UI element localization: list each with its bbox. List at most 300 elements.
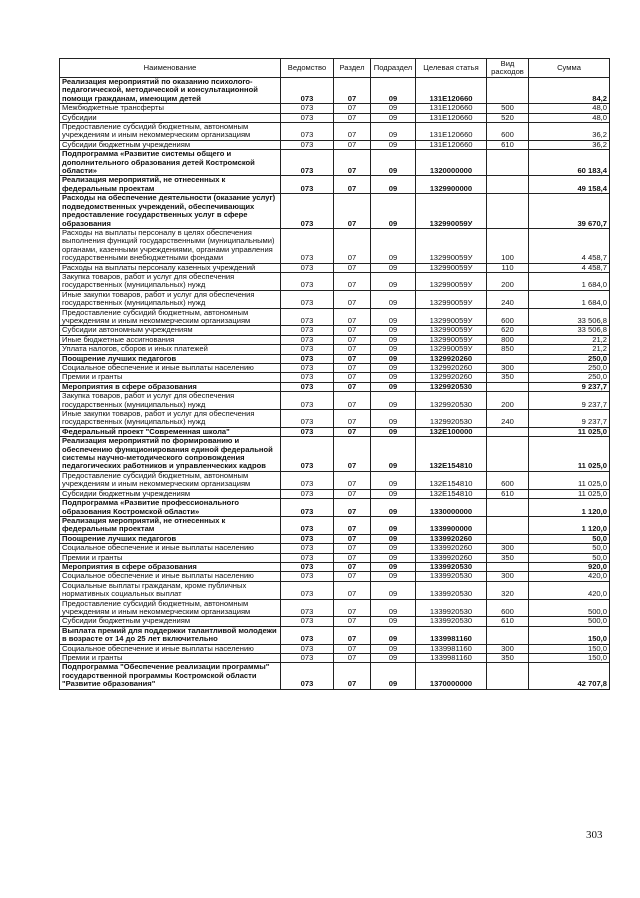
- cell-tselevaya-statya: 132990059У: [416, 335, 487, 344]
- cell-summa: 33 506,8: [529, 308, 610, 326]
- cell-razdel: 07: [334, 410, 371, 428]
- cell-summa: 420,0: [529, 581, 610, 599]
- table-row: [60, 345, 610, 354]
- cell-tselevaya-statya: 132990059У: [416, 345, 487, 354]
- cell-razdel: 07: [334, 553, 371, 562]
- cell-vedomstvo: 073: [281, 489, 334, 498]
- cell-vid-raskhodov: [487, 562, 529, 571]
- cell-vid-raskhodov: 110: [487, 263, 529, 272]
- cell-podrazdel: 09: [371, 626, 416, 644]
- cell-podrazdel: 09: [371, 599, 416, 617]
- cell-vedomstvo: 073: [281, 373, 334, 382]
- table-row: [60, 471, 610, 489]
- cell-name: Премии и гранты: [60, 553, 281, 562]
- cell-podrazdel: 09: [371, 562, 416, 571]
- cell-name: Иные закупки товаров, работ и услуг для обеспечения государственных (муниципальных) нужд: [60, 290, 281, 308]
- table-row: [60, 272, 610, 290]
- cell-podrazdel: 09: [371, 228, 416, 263]
- cell-summa: 420,0: [529, 572, 610, 581]
- cell-name: Подпрограмма «Развитие системы общего и дополнительного образования детей Костромской области»: [60, 150, 281, 176]
- cell-vid-raskhodov: 600: [487, 599, 529, 617]
- cell-razdel: 07: [334, 373, 371, 382]
- cell-razdel: 07: [334, 544, 371, 553]
- cell-name: Социальные выплаты гражданам, кроме публичных нормативных социальных выплат: [60, 581, 281, 599]
- cell-podrazdel: 09: [371, 663, 416, 689]
- table-row: [60, 290, 610, 308]
- cell-vid-raskhodov: [487, 499, 529, 517]
- cell-podrazdel: 09: [371, 410, 416, 428]
- cell-tselevaya-statya: 1329920530: [416, 382, 487, 391]
- cell-tselevaya-statya: 1339900000: [416, 516, 487, 534]
- cell-razdel: 07: [334, 345, 371, 354]
- cell-podrazdel: 09: [371, 345, 416, 354]
- cell-vedomstvo: 073: [281, 644, 334, 653]
- cell-vedomstvo: 073: [281, 308, 334, 326]
- cell-vid-raskhodov: 850: [487, 345, 529, 354]
- cell-name: Реализация мероприятий, не отнесенных к федеральным проектам: [60, 516, 281, 534]
- cell-vid-raskhodov: [487, 78, 529, 104]
- cell-name: Реализация мероприятий по формированию и обеспечению функционирования единой федеральной системы научно-методического сопровождения педагогических работников и управленческих кадров: [60, 437, 281, 472]
- table-row: [60, 516, 610, 534]
- cell-razdel: 07: [334, 104, 371, 113]
- cell-tselevaya-statya: 1339920260: [416, 534, 487, 543]
- cell-podrazdel: 09: [371, 194, 416, 229]
- cell-vid-raskhodov: [487, 516, 529, 534]
- cell-vid-raskhodov: [487, 194, 529, 229]
- cell-razdel: 07: [334, 644, 371, 653]
- header-naimenovanie: Наименование: [60, 59, 281, 78]
- table-row: [60, 553, 610, 562]
- cell-podrazdel: 09: [371, 272, 416, 290]
- cell-summa: 36,2: [529, 140, 610, 149]
- cell-name: Уплата налогов, сборов и иных платежей: [60, 345, 281, 354]
- cell-tselevaya-statya: 132E100000: [416, 427, 487, 436]
- cell-vedomstvo: 073: [281, 544, 334, 553]
- table-row: [60, 194, 610, 229]
- cell-razdel: 07: [334, 364, 371, 373]
- cell-razdel: 07: [334, 427, 371, 436]
- cell-tselevaya-statya: 132E154810: [416, 437, 487, 472]
- cell-vid-raskhodov: 350: [487, 373, 529, 382]
- cell-summa: 250,0: [529, 373, 610, 382]
- cell-summa: 500,0: [529, 617, 610, 626]
- cell-summa: 39 670,7: [529, 194, 610, 229]
- table-row: [60, 373, 610, 382]
- cell-podrazdel: 09: [371, 123, 416, 141]
- cell-podrazdel: 09: [371, 544, 416, 553]
- cell-summa: 11 025,0: [529, 471, 610, 489]
- cell-vid-raskhodov: 620: [487, 326, 529, 335]
- cell-razdel: 07: [334, 194, 371, 229]
- cell-vid-raskhodov: 500: [487, 104, 529, 113]
- table-row: [60, 599, 610, 617]
- cell-razdel: 07: [334, 308, 371, 326]
- cell-name: Премии и гранты: [60, 373, 281, 382]
- cell-summa: 42 707,8: [529, 663, 610, 689]
- cell-razdel: 07: [334, 263, 371, 272]
- table-row: [60, 626, 610, 644]
- cell-tselevaya-statya: 1329920260: [416, 373, 487, 382]
- cell-tselevaya-statya: 131E120660: [416, 113, 487, 122]
- cell-summa: 11 025,0: [529, 437, 610, 472]
- cell-summa: 11 025,0: [529, 427, 610, 436]
- cell-summa: 11 025,0: [529, 489, 610, 498]
- table-header-row: [60, 59, 610, 78]
- table-row: [60, 427, 610, 436]
- cell-vid-raskhodov: [487, 150, 529, 176]
- cell-podrazdel: 09: [371, 437, 416, 472]
- cell-razdel: 07: [334, 290, 371, 308]
- cell-vedomstvo: 073: [281, 326, 334, 335]
- cell-vid-raskhodov: 350: [487, 654, 529, 663]
- cell-vid-raskhodov: 240: [487, 410, 529, 428]
- table-row: [60, 499, 610, 517]
- cell-tselevaya-statya: 1339981160: [416, 654, 487, 663]
- cell-podrazdel: 09: [371, 176, 416, 194]
- cell-razdel: 07: [334, 654, 371, 663]
- table-row: [60, 354, 610, 363]
- table-row: [60, 562, 610, 571]
- cell-vid-raskhodov: 350: [487, 553, 529, 562]
- cell-vid-raskhodov: [487, 663, 529, 689]
- cell-summa: 49 158,4: [529, 176, 610, 194]
- cell-summa: 1 684,0: [529, 290, 610, 308]
- cell-name: Мероприятия в сфере образования: [60, 382, 281, 391]
- cell-summa: 1 120,0: [529, 499, 610, 517]
- cell-vedomstvo: 073: [281, 78, 334, 104]
- cell-razdel: 07: [334, 471, 371, 489]
- cell-name: Субсидии бюджетным учреждениям: [60, 489, 281, 498]
- cell-vedomstvo: 073: [281, 572, 334, 581]
- cell-podrazdel: 09: [371, 471, 416, 489]
- cell-summa: 48,0: [529, 113, 610, 122]
- cell-name: Реализация мероприятий по оказанию психолого-педагогической, методической и консультационной помощи гражданам, имеющим детей: [60, 78, 281, 104]
- table-row: [60, 308, 610, 326]
- cell-name: Предоставление субсидий бюджетным, автономным учреждениям и иным некоммерческим организациям: [60, 308, 281, 326]
- cell-razdel: 07: [334, 78, 371, 104]
- cell-podrazdel: 09: [371, 140, 416, 149]
- cell-summa: 50,0: [529, 544, 610, 553]
- cell-vid-raskhodov: [487, 534, 529, 543]
- cell-vedomstvo: 073: [281, 562, 334, 571]
- cell-razdel: 07: [334, 140, 371, 149]
- cell-tselevaya-statya: 132E154810: [416, 471, 487, 489]
- cell-vedomstvo: 073: [281, 437, 334, 472]
- cell-vid-raskhodov: 800: [487, 335, 529, 344]
- cell-summa: 21,2: [529, 345, 610, 354]
- table-row: [60, 176, 610, 194]
- cell-podrazdel: 09: [371, 581, 416, 599]
- table-row: [60, 392, 610, 410]
- cell-razdel: 07: [334, 150, 371, 176]
- cell-podrazdel: 09: [371, 373, 416, 382]
- cell-tselevaya-statya: 1339981160: [416, 644, 487, 653]
- cell-tselevaya-statya: 131E120660: [416, 78, 487, 104]
- cell-podrazdel: 09: [371, 78, 416, 104]
- table-row: [60, 78, 610, 104]
- cell-podrazdel: 09: [371, 654, 416, 663]
- cell-name: Субсидии бюджетным учреждениям: [60, 617, 281, 626]
- cell-name: Предоставление субсидий бюджетным, автономным учреждениям и иным некоммерческим организациям: [60, 599, 281, 617]
- cell-tselevaya-statya: 132990059У: [416, 228, 487, 263]
- cell-vedomstvo: 073: [281, 499, 334, 517]
- cell-name: Расходы на выплаты персоналу казенных учреждений: [60, 263, 281, 272]
- cell-summa: 36,2: [529, 123, 610, 141]
- cell-name: Поощрение лучших педагогов: [60, 534, 281, 543]
- cell-tselevaya-statya: 1329920260: [416, 364, 487, 373]
- cell-razdel: 07: [334, 562, 371, 571]
- cell-summa: 4 458,7: [529, 228, 610, 263]
- cell-tselevaya-statya: 1370000000: [416, 663, 487, 689]
- cell-podrazdel: 09: [371, 104, 416, 113]
- cell-vedomstvo: 073: [281, 104, 334, 113]
- cell-vid-raskhodov: [487, 626, 529, 644]
- cell-tselevaya-statya: 1339920530: [416, 581, 487, 599]
- cell-vid-raskhodov: 520: [487, 113, 529, 122]
- cell-vid-raskhodov: 200: [487, 392, 529, 410]
- cell-name: Премии и гранты: [60, 654, 281, 663]
- cell-vid-raskhodov: 320: [487, 581, 529, 599]
- cell-name: Межбюджетные трансферты: [60, 104, 281, 113]
- cell-tselevaya-statya: 1339920530: [416, 599, 487, 617]
- cell-tselevaya-statya: 132990059У: [416, 290, 487, 308]
- cell-podrazdel: 09: [371, 392, 416, 410]
- cell-tselevaya-statya: 1329920530: [416, 410, 487, 428]
- header-summa: Сумма: [529, 59, 610, 78]
- cell-name: Предоставление субсидий бюджетным, автономным учреждениям и иным некоммерческим организациям: [60, 123, 281, 141]
- cell-tselevaya-statya: 132990059У: [416, 272, 487, 290]
- cell-razdel: 07: [334, 499, 371, 517]
- cell-razdel: 07: [334, 437, 371, 472]
- cell-summa: 50,0: [529, 534, 610, 543]
- cell-razdel: 07: [334, 617, 371, 626]
- cell-summa: 50,0: [529, 553, 610, 562]
- cell-tselevaya-statya: 1339920260: [416, 553, 487, 562]
- cell-summa: 60 183,4: [529, 150, 610, 176]
- cell-tselevaya-statya: 1329920260: [416, 354, 487, 363]
- cell-podrazdel: 09: [371, 308, 416, 326]
- cell-summa: 1 684,0: [529, 272, 610, 290]
- table-row: [60, 150, 610, 176]
- cell-summa: 920,0: [529, 562, 610, 571]
- cell-razdel: 07: [334, 392, 371, 410]
- cell-vedomstvo: 073: [281, 354, 334, 363]
- cell-name: Социальное обеспечение и иные выплаты населению: [60, 644, 281, 653]
- cell-tselevaya-statya: 1339920530: [416, 572, 487, 581]
- cell-podrazdel: 09: [371, 354, 416, 363]
- cell-razdel: 07: [334, 335, 371, 344]
- table-row: [60, 335, 610, 344]
- cell-vid-raskhodov: 300: [487, 364, 529, 373]
- cell-name: Социальное обеспечение и иные выплаты населению: [60, 364, 281, 373]
- cell-razdel: 07: [334, 272, 371, 290]
- header-vedomstvo: Ведомство: [281, 59, 334, 78]
- cell-summa: 21,2: [529, 335, 610, 344]
- cell-name: Федеральный проект "Современная школа": [60, 427, 281, 436]
- table-row: [60, 228, 610, 263]
- cell-vedomstvo: 073: [281, 140, 334, 149]
- cell-vedomstvo: 073: [281, 410, 334, 428]
- cell-summa: 4 458,7: [529, 263, 610, 272]
- cell-name: Закупка товаров, работ и услуг для обеспечения государственных (муниципальных) нужд: [60, 272, 281, 290]
- cell-vedomstvo: 073: [281, 599, 334, 617]
- cell-tselevaya-statya: 1329900000: [416, 176, 487, 194]
- cell-vedomstvo: 073: [281, 392, 334, 410]
- cell-tselevaya-statya: 131E120660: [416, 104, 487, 113]
- cell-vedomstvo: 073: [281, 534, 334, 543]
- cell-summa: 250,0: [529, 354, 610, 363]
- table-body: [60, 78, 610, 690]
- header-podrazdel: Подраздел: [371, 59, 416, 78]
- cell-tselevaya-statya: 1339920260: [416, 544, 487, 553]
- cell-tselevaya-statya: 1339981160: [416, 626, 487, 644]
- cell-podrazdel: 09: [371, 382, 416, 391]
- cell-summa: 1 120,0: [529, 516, 610, 534]
- cell-name: Мероприятия в сфере образования: [60, 562, 281, 571]
- cell-name: Реализация мероприятий, не отнесенных к федеральным проектам: [60, 176, 281, 194]
- cell-podrazdel: 09: [371, 150, 416, 176]
- cell-vedomstvo: 073: [281, 581, 334, 599]
- table-row: [60, 534, 610, 543]
- cell-podrazdel: 09: [371, 499, 416, 517]
- table-row: [60, 489, 610, 498]
- cell-name: Иные закупки товаров, работ и услуг для обеспечения государственных (муниципальных) нужд: [60, 410, 281, 428]
- cell-vedomstvo: 073: [281, 427, 334, 436]
- cell-name: Поощрение лучших педагогов: [60, 354, 281, 363]
- cell-vedomstvo: 073: [281, 290, 334, 308]
- cell-razdel: 07: [334, 599, 371, 617]
- cell-summa: 48,0: [529, 104, 610, 113]
- cell-vid-raskhodov: 300: [487, 644, 529, 653]
- cell-podrazdel: 09: [371, 534, 416, 543]
- cell-summa: 150,0: [529, 626, 610, 644]
- cell-summa: 150,0: [529, 644, 610, 653]
- cell-podrazdel: 09: [371, 113, 416, 122]
- cell-name: Закупка товаров, работ и услуг для обеспечения государственных (муниципальных) нужд: [60, 392, 281, 410]
- cell-tselevaya-statya: 132E154810: [416, 489, 487, 498]
- table-row: [60, 663, 610, 689]
- cell-vedomstvo: 073: [281, 345, 334, 354]
- cell-tselevaya-statya: 1339920530: [416, 562, 487, 571]
- cell-vid-raskhodov: 610: [487, 489, 529, 498]
- cell-tselevaya-statya: 131E120660: [416, 123, 487, 141]
- cell-razdel: 07: [334, 354, 371, 363]
- cell-vid-raskhodov: [487, 437, 529, 472]
- cell-podrazdel: 09: [371, 290, 416, 308]
- cell-name: Расходы на выплаты персоналу в целях обеспечения выполнения функций государственными (муниципальными) органами, казенными учреждениями, органами управления государственными внебюджетными фондами: [60, 228, 281, 263]
- cell-tselevaya-statya: 132990059У: [416, 263, 487, 272]
- cell-vid-raskhodov: 100: [487, 228, 529, 263]
- table-row: [60, 581, 610, 599]
- cell-summa: 500,0: [529, 599, 610, 617]
- table-row: [60, 410, 610, 428]
- cell-tselevaya-statya: 132990059У: [416, 326, 487, 335]
- cell-tselevaya-statya: 1330000000: [416, 499, 487, 517]
- cell-vedomstvo: 073: [281, 382, 334, 391]
- cell-podrazdel: 09: [371, 644, 416, 653]
- cell-tselevaya-statya: 132990059У: [416, 308, 487, 326]
- cell-razdel: 07: [334, 663, 371, 689]
- cell-razdel: 07: [334, 572, 371, 581]
- cell-vedomstvo: 073: [281, 335, 334, 344]
- cell-razdel: 07: [334, 581, 371, 599]
- cell-vid-raskhodov: [487, 176, 529, 194]
- cell-razdel: 07: [334, 626, 371, 644]
- cell-vid-raskhodov: 610: [487, 140, 529, 149]
- table-row: [60, 644, 610, 653]
- table-row: [60, 326, 610, 335]
- cell-name: Субсидии автономным учреждениям: [60, 326, 281, 335]
- cell-vedomstvo: 073: [281, 553, 334, 562]
- cell-name: Выплата премий для поддержки талантливой молодежи в возрасте от 14 до 25 лет включительно: [60, 626, 281, 644]
- cell-vid-raskhodov: 600: [487, 123, 529, 141]
- cell-podrazdel: 09: [371, 427, 416, 436]
- cell-podrazdel: 09: [371, 516, 416, 534]
- cell-vedomstvo: 073: [281, 364, 334, 373]
- cell-vedomstvo: 073: [281, 176, 334, 194]
- cell-vedomstvo: 073: [281, 150, 334, 176]
- table-row: [60, 123, 610, 141]
- cell-name: Иные бюджетные ассигнования: [60, 335, 281, 344]
- cell-vid-raskhodov: 610: [487, 617, 529, 626]
- cell-podrazdel: 09: [371, 553, 416, 562]
- cell-vedomstvo: 073: [281, 626, 334, 644]
- cell-vedomstvo: 073: [281, 228, 334, 263]
- table-row: [60, 113, 610, 122]
- table-row: [60, 437, 610, 472]
- cell-razdel: 07: [334, 326, 371, 335]
- cell-podrazdel: 09: [371, 617, 416, 626]
- cell-summa: 150,0: [529, 654, 610, 663]
- cell-vedomstvo: 073: [281, 263, 334, 272]
- cell-vedomstvo: 073: [281, 617, 334, 626]
- cell-summa: 9 237,7: [529, 410, 610, 428]
- cell-vid-raskhodov: [487, 427, 529, 436]
- cell-tselevaya-statya: 1339920530: [416, 617, 487, 626]
- cell-name: Предоставление субсидий бюджетным, автономным учреждениям и иным некоммерческим организациям: [60, 471, 281, 489]
- cell-vedomstvo: 073: [281, 471, 334, 489]
- cell-vid-raskhodov: 300: [487, 544, 529, 553]
- page-number: 303: [586, 829, 603, 841]
- table-row: [60, 263, 610, 272]
- cell-vid-raskhodov: 600: [487, 308, 529, 326]
- header-tselevaya-statya: Целевая статья: [416, 59, 487, 78]
- cell-podrazdel: 09: [371, 572, 416, 581]
- cell-razdel: 07: [334, 113, 371, 122]
- cell-razdel: 07: [334, 123, 371, 141]
- cell-vedomstvo: 073: [281, 123, 334, 141]
- table-row: [60, 104, 610, 113]
- cell-name: Расходы на обеспечение деятельности (оказание услуг) подведомственных учреждений, обеспечивающих предоставление государственных услуг в сфере образования: [60, 194, 281, 229]
- table-row: [60, 572, 610, 581]
- cell-summa: 33 506,8: [529, 326, 610, 335]
- cell-summa: 9 237,7: [529, 392, 610, 410]
- cell-tselevaya-statya: 132990059У: [416, 194, 487, 229]
- cell-name: Подпрограмма «Развитие профессионального образования Костромской области»: [60, 499, 281, 517]
- cell-vedomstvo: 073: [281, 516, 334, 534]
- table-row: [60, 382, 610, 391]
- cell-vid-raskhodov: 300: [487, 572, 529, 581]
- cell-razdel: 07: [334, 176, 371, 194]
- cell-vedomstvo: 073: [281, 663, 334, 689]
- cell-vid-raskhodov: [487, 382, 529, 391]
- cell-podrazdel: 09: [371, 335, 416, 344]
- table-row: [60, 654, 610, 663]
- table-row: [60, 140, 610, 149]
- cell-vedomstvo: 073: [281, 654, 334, 663]
- cell-summa: 9 237,7: [529, 382, 610, 391]
- table-row: [60, 364, 610, 373]
